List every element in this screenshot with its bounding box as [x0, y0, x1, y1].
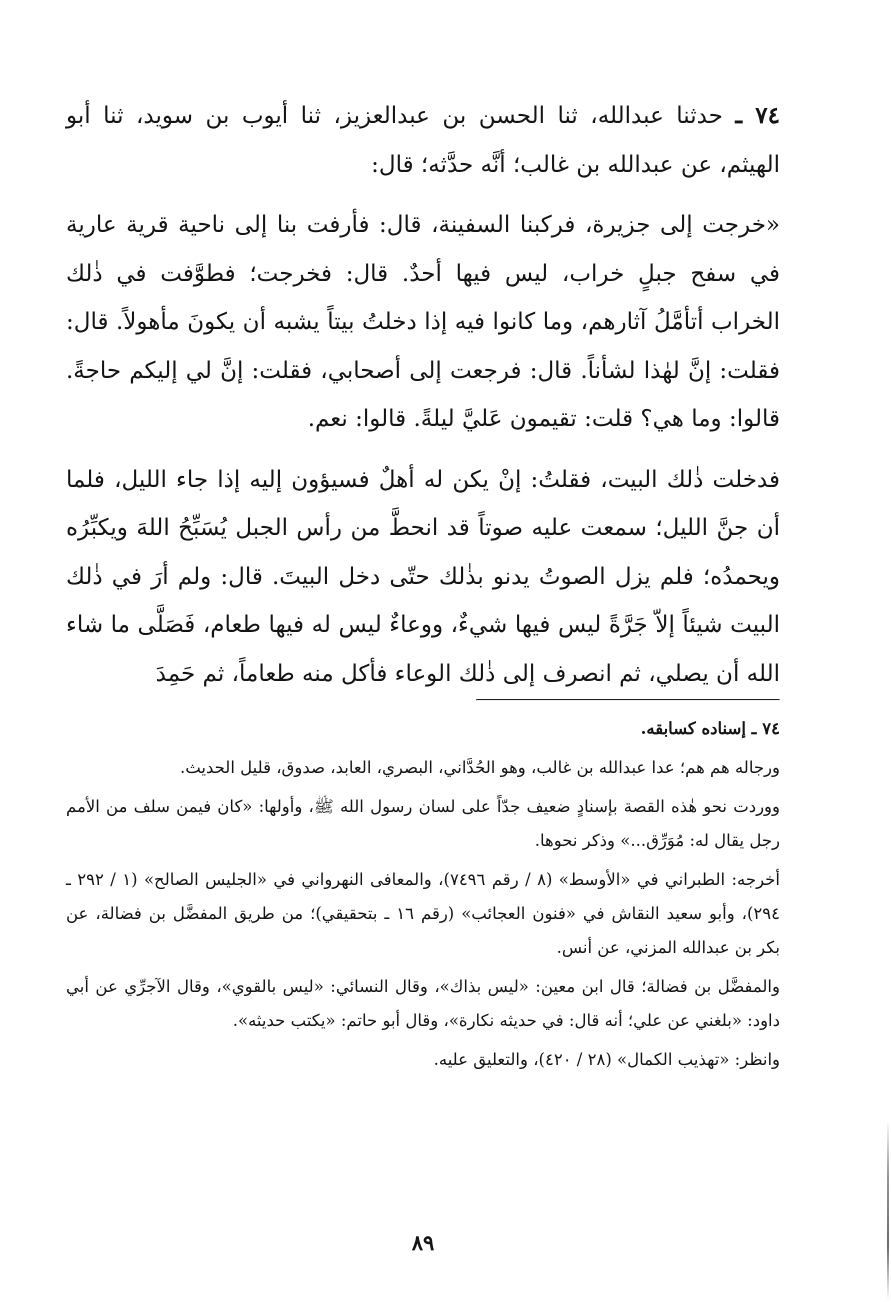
page-number: ٨٩: [411, 1230, 435, 1255]
isnad-text: حدثنا عبدالله، ثنا الحسن بن عبدالعزيز، ثنا أيوب بن سويد، ثنا أبو الهيثم، عن عبدالله بن غالب؛ أنَّه حدَّثه؛ قال:: [66, 103, 780, 178]
footnote-heading: [66, 712, 780, 746]
hadith-isnad-paragraph: [66, 92, 780, 189]
footnotes-block: [66, 712, 780, 1077]
footnote-paragraph: [66, 970, 780, 1038]
document-page: [66, 0, 780, 1302]
story-text-1: «خرجت إلى جزيرة، فركبنا السفينة، قال: فأرفت بنا إلى ناحية قرية عارية في سفح جبلٍ خراب، ليس فيها أحدٌ. قال: فخرجت؛ فطوَّفت في ذٰلك الخراب أتأمَّلُ آثارهم، وما كانوا فيه إذا دخلتُ بيتاً يشبه أن يكونَ مأهولاً. قال: فقلت: إنَّ لهٰذا لشأناً. قال: فرجعت إلى أصحابي، فقلت: إنَّ لي إليكم حاجةً. قالوا: وما هي؟ قلت: تقيمون عَليَّ ليلةً. قالوا: نعم.: [66, 212, 781, 432]
footnote-paragraph: [66, 863, 780, 965]
footnote-text: ورجاله هم هم؛ عدا عبدالله بن غالب، وهو الحُدَّاني، البصري، العابد، صدوق، قليل الحديث.: [179, 758, 780, 777]
story-paragraph-2: [66, 456, 780, 699]
footnote-text: والمفضَّل بن فضالة؛ قال ابن معين: «ليس بذاك»، وقال النسائي: «ليس بالقوي»، وقال الآجرِّي عن أبي داود: «بلغني عن علي؛ أنه قال: في حديثه نكارة»، وقال أبو حاتم: «يكتب حديثه».: [66, 977, 780, 1030]
footnote-paragraph: [66, 790, 780, 858]
story-paragraph-1: [66, 201, 780, 444]
footnote-text: أخرجه: الطبراني في «الأوسط» (٨ / رقم ٧٤٩٦)، والمعافى النهرواني في «الجليس الصالح» (١ / ٢٩٢ ـ ٢٩٤)، وأبو سعيد النقاش في «فنون العجائب» (رقم ١٦ ـ بتحقيقي)؛ من طريق المفضَّل بن فضالة، عن بكر بن عبدالله المزني، عن أنس.: [66, 870, 780, 957]
footnote-text: ووردت نحو هٰذه القصة بإسنادٍ ضعيف جدّاً على لسان رسول الله ﷺ، وأولها: «كان فيمن سلف من الأمم رجل يقال له: مُوَرِّق...» وذكر نحوها.: [66, 797, 780, 850]
main-text-block: [66, 92, 780, 698]
story-text-2: فدخلت ذٰلك البيت، فقلتُ: إنْ يكن له أهلٌ فسيؤون إليه إذا جاء الليل، فلما أن جنَّ الليل؛ سمعت عليه صوتاً قد انحطَّ من رأس الجبل يُسَبِّحُ اللهَ ويكبِّرُه ويحمدُه؛ فلم يزل الصوتُ يدنو بذٰلك حتّى دخل البيتَ. قال: ولم أرَ في ذٰلك البيت شيئاً إلاّ جَرَّةً ليس فيها شيءٌ، ووعاءٌ ليس له فيها طعام، فَصَلَّى ما شاء الله أن يصلي، ثم انصرف إلى ذٰلك الوعاء فأكل منه طعاماً، ثم حَمِدَ: [66, 466, 780, 687]
footnote-paragraph: [66, 1043, 780, 1077]
hadith-number: ٧٤ ـ: [735, 102, 780, 129]
footnote-head-text: ٧٤ ـ إسناده كسابقه.: [640, 719, 780, 738]
scan-edge-mark: [887, 1120, 889, 1300]
footnote-text: وانظر: «تهذيب الكمال» (٢٨ / ٤٢٠)، والتعليق عليه.: [433, 1050, 780, 1069]
footnote-separator: [476, 699, 780, 701]
footnote-paragraph: [66, 751, 780, 785]
